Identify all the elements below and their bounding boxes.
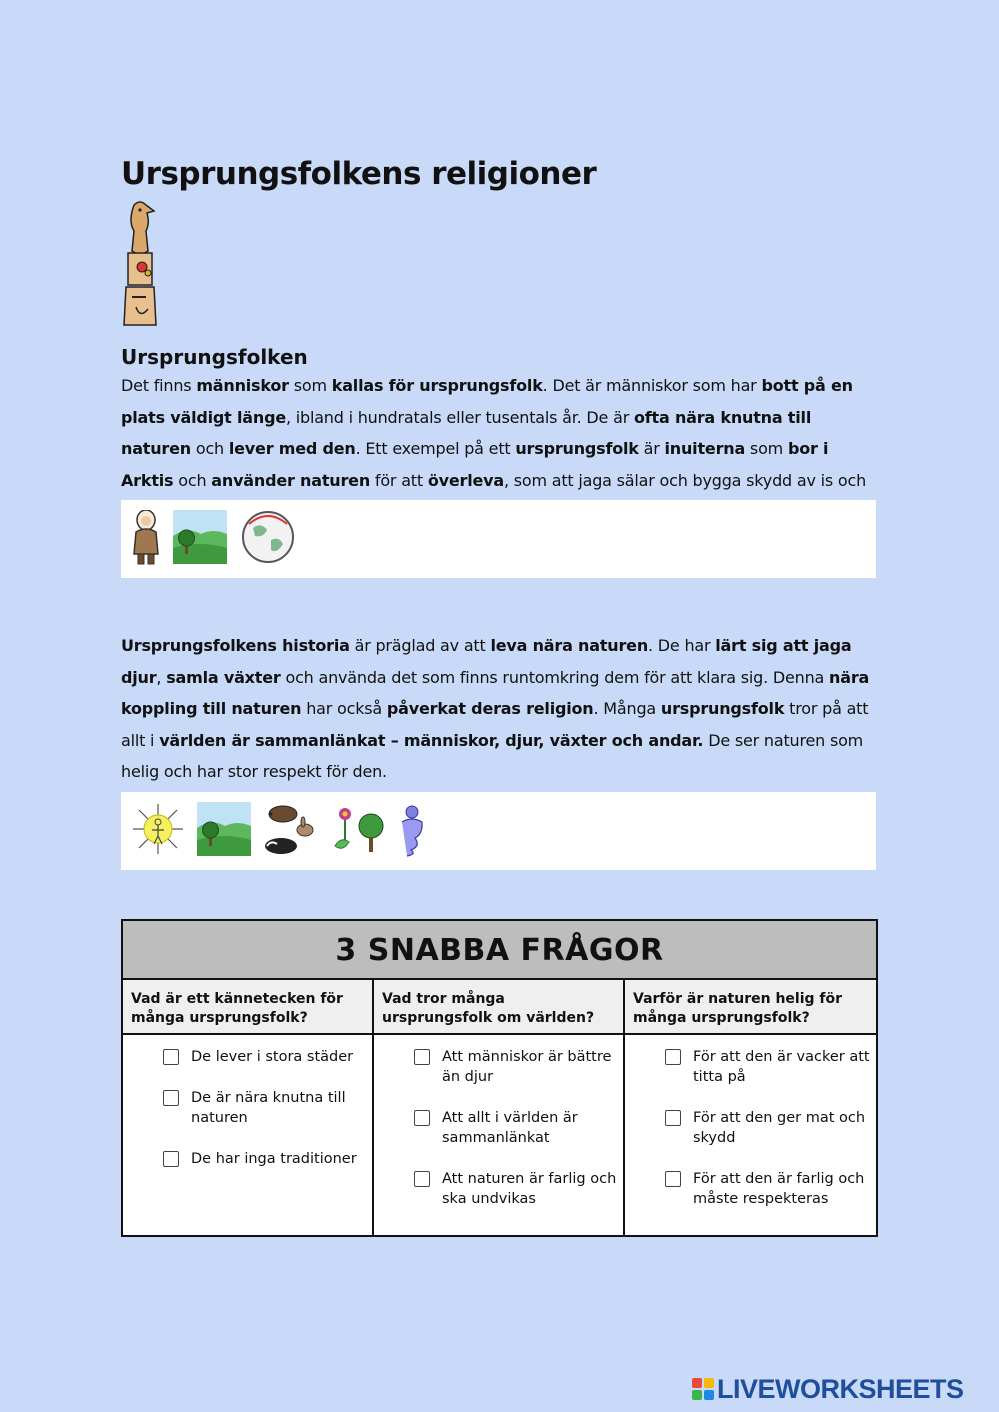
option-3-3[interactable]: För att den är farlig och måste respekteras bbox=[665, 1169, 876, 1209]
quiz-column-2 bbox=[374, 980, 625, 1235]
checkbox[interactable] bbox=[163, 1090, 179, 1106]
text-run: som bbox=[745, 439, 788, 458]
history-paragraph bbox=[121, 630, 881, 788]
spirit-icon bbox=[397, 802, 427, 858]
bold-phrase: använder naturen bbox=[211, 470, 371, 490]
text-run: . Många bbox=[593, 699, 661, 718]
option-3-2[interactable]: För att den ger mat och skydd bbox=[665, 1108, 876, 1148]
text-run: för att bbox=[370, 470, 428, 490]
bold-phrase: bor i Arktis bbox=[121, 439, 829, 490]
symbol-strip-2 bbox=[121, 792, 876, 870]
text-run: , ibland i hundratals eller tusentals år. De är bbox=[285, 407, 634, 427]
option-1-2[interactable]: De är nära knutna till naturen bbox=[163, 1088, 372, 1128]
text-run: . De har bbox=[648, 636, 716, 655]
bold-phrase: bott på en plats väldigt länge bbox=[121, 376, 853, 427]
checkbox[interactable] bbox=[163, 1151, 179, 1167]
bold-phrase: Ursprungsfolkens historia bbox=[121, 636, 350, 655]
logo-text: LIVEWORKSHEETS bbox=[717, 1373, 964, 1404]
globe-icon bbox=[241, 510, 295, 564]
logo-mark-icon bbox=[692, 1378, 714, 1400]
landscape-icon bbox=[173, 510, 227, 564]
quiz-title: 3 SNABBA FRÅGOR bbox=[123, 921, 876, 980]
checkbox[interactable] bbox=[414, 1171, 430, 1187]
question-2: Vad tror många ursprungsfolk om världen? bbox=[374, 980, 623, 1035]
option-1-1[interactable]: De lever i stora städer bbox=[163, 1047, 372, 1067]
text-run: och bbox=[173, 470, 212, 490]
checkbox[interactable] bbox=[414, 1049, 430, 1065]
bold-phrase: påverkat deras religion bbox=[386, 699, 594, 718]
animals-icon bbox=[263, 802, 319, 858]
text-run: De ser naturen som helig och har stor respekt för den. bbox=[121, 730, 864, 781]
checkbox[interactable] bbox=[414, 1110, 430, 1126]
text-run: är bbox=[638, 439, 665, 458]
inuit-person-icon bbox=[131, 510, 161, 566]
bold-phrase: lever med den bbox=[228, 439, 356, 458]
totem-pole-icon bbox=[120, 201, 160, 329]
bold-phrase: människor bbox=[196, 376, 289, 395]
checkbox[interactable] bbox=[665, 1110, 681, 1126]
bold-phrase: leva nära naturen bbox=[490, 636, 649, 655]
bold-phrase: lärt sig att jaga djur bbox=[121, 636, 852, 687]
text-run: . Ett exempel på ett bbox=[355, 439, 516, 458]
bold-phrase: kallas för ursprungsfolk bbox=[331, 376, 543, 395]
bold-phrase: ursprungsfolk bbox=[515, 439, 639, 458]
question-3: Varför är naturen helig för många ursprungsfolk? bbox=[625, 980, 876, 1035]
text-run: tror på att allt i bbox=[121, 699, 869, 750]
quiz-table bbox=[121, 919, 878, 1237]
bold-phrase: ursprungsfolk bbox=[660, 699, 785, 718]
checkbox[interactable] bbox=[665, 1171, 681, 1187]
text-run: , som att jaga sälar och bygga skydd av is och bbox=[503, 470, 867, 490]
bold-phrase: nära koppling till naturen bbox=[121, 667, 870, 718]
quiz-column-3 bbox=[625, 980, 876, 1235]
text-run: . Det är människor som har bbox=[542, 376, 762, 395]
plants-icon bbox=[331, 802, 387, 858]
bold-phrase: världen är sammanlänkat – människor, djur, växter och andar. bbox=[159, 730, 704, 750]
bold-phrase: ofta nära knutna till naturen bbox=[121, 407, 812, 458]
spirit-light-icon bbox=[131, 802, 185, 856]
section-heading: Ursprungsfolken bbox=[121, 345, 308, 369]
nature-landscape-icon bbox=[197, 802, 251, 856]
bold-phrase: samla växter bbox=[166, 667, 281, 687]
symbol-strip-1 bbox=[121, 500, 876, 578]
text-run: Det finns bbox=[121, 376, 197, 395]
question-1: Vad är ett kännetecken för många ursprungsfolk? bbox=[123, 980, 372, 1035]
option-2-1[interactable]: Att människor är bättre än djur bbox=[414, 1047, 623, 1087]
text-run: har också bbox=[301, 699, 387, 718]
option-2-3[interactable]: Att naturen är farlig och ska undvikas bbox=[414, 1169, 623, 1209]
text-run: som bbox=[288, 376, 332, 395]
quiz-column-1 bbox=[123, 980, 374, 1235]
liveworksheets-logo bbox=[692, 1374, 964, 1404]
text-run: , bbox=[156, 667, 167, 687]
option-1-3[interactable]: De har inga traditioner bbox=[163, 1149, 372, 1169]
checkbox[interactable] bbox=[665, 1049, 681, 1065]
bold-phrase: överleva bbox=[427, 470, 504, 490]
text-run: och bbox=[190, 439, 229, 458]
checkbox[interactable] bbox=[163, 1049, 179, 1065]
option-3-1[interactable]: För att den är vacker att titta på bbox=[665, 1047, 876, 1087]
page-title: Ursprungsfolkens religioner bbox=[121, 156, 597, 192]
option-2-2[interactable]: Att allt i världen är sammanlänkat bbox=[414, 1108, 623, 1148]
text-run: är präglad av att bbox=[349, 636, 491, 655]
bold-phrase: inuiterna bbox=[664, 439, 746, 458]
text-run: och använda det som finns runtomkring dem för att klara sig. Denna bbox=[280, 667, 830, 687]
